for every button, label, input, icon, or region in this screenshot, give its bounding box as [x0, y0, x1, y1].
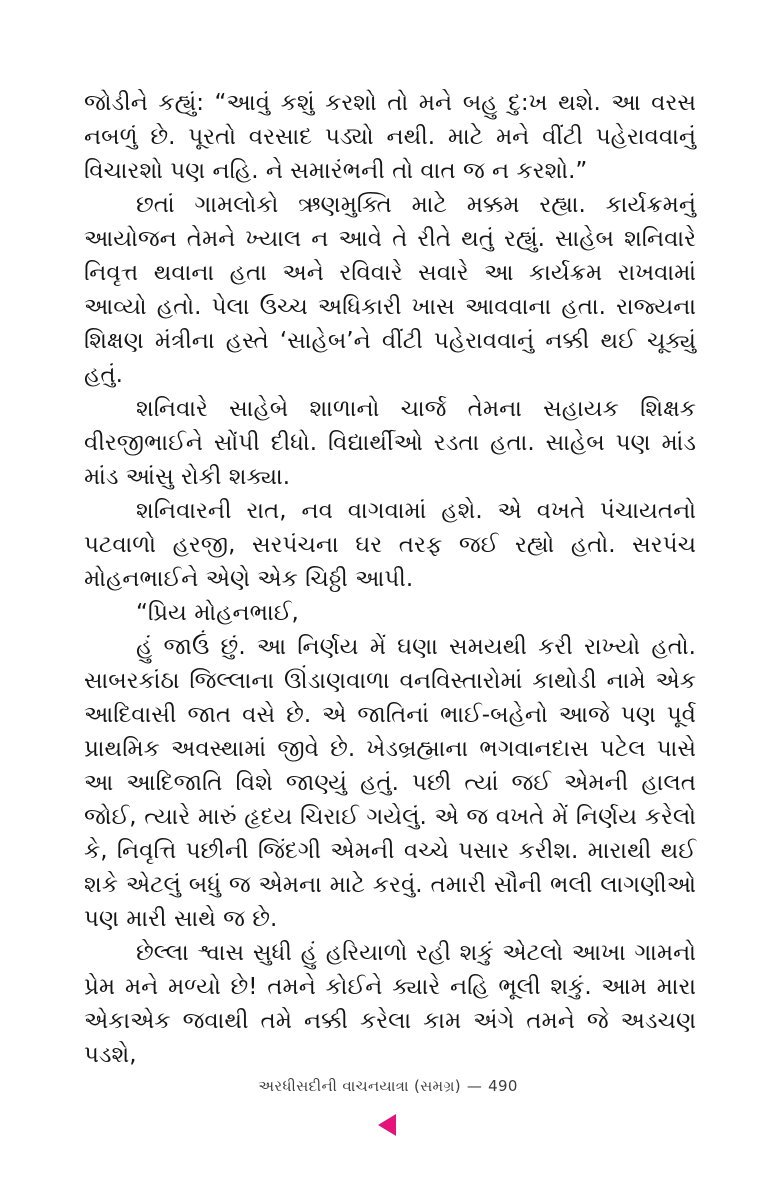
footer-separator: —: [466, 1077, 483, 1095]
letter-paragraph: હું જાઉં છું. આ નિર્ણય મેં ઘણા સમયથી કરી રાખ્યો હતો. સાબરકાંઠા જિલ્લાના ઊંડાણવાળા વનવિસ્તારોમાં કાથોડી નામે એક આદિવાસી જાત વસે છે. એ જાતિનાં ભાઈ-બહેનો આજે પણ પૂર્વ પ્રાથમિક અવસ્થામાં જીવે છે. ખેડબ્રહ્માના ભગવાનદાસ પટેલ પાસે આ આદિજાતિ વિશે જાણ્યું હતું. પછી ત્યાં જઈ એમની હાલત જોઈ, ત્યારે મારું હૃદય ચિરાઈ ગયેલું. એ જ વખતે મેં નિર્ણય કરેલો કે, નિવૃત્તિ પછીની જિંદગી એમની વચ્ચે પસાર કરીશ. મારાથી થઈ શકે એટલું બધું જ એમના માટે કરવું. તમારી સૌની ભલી લાગણીઓ પણ મારી સાથે જ છે.: [84, 634, 696, 932]
letter-paragraph: છેલ્લા શ્વાસ સુધી હું હરિયાળો રહી શકું એટલો આખા ગામનો પ્રેમ મને મળ્યો છે! તમને કોઈને ક્યારે નહિ ભૂલી શકું. આમ મારા એકાએક જવાથી તમે નક્કી કરેલા કામ અંગે તમને જે અડચણ પડશે,: [84, 940, 696, 1068]
paragraph: છતાં ગામલોકો ઋણમુક્તિ માટે મક્કમ રહ્યા. કાર્યક્રમનું આયોજન તેમને ખ્યાલ ન આવે તે રીતે થતું રહ્યું. સાહેબ શનિવારે નિવૃત્ત થવાના હતા અને રવિવારે સવારે આ કાર્યક્રમ રાખવામાં આવ્યો હતો. પેલા ઉચ્ચ અધિકારી ખાસ આવવાના હતા. રાજ્યના શિક્ષણ મંત્રીના હસ્તે ‘સાહેબ’ને વીંટી પહેરાવવાનું નક્કી થઈ ચૂક્યું હતું.: [84, 192, 696, 388]
paragraph: જોડીને કહ્યું: “આવું કશું કરશો તો મને બહુ દુ:ખ થશે. આ વરસ નબળું છે. પૂરતો વરસાદ પડ્યો નથી. માટે મને વીંટી પહેરાવવાનું વિચારશો પણ નહિ. ને સમારંભની તો વાત જ ન કરશો.”: [84, 90, 696, 184]
body-text: [84, 86, 696, 1072]
book-title: અરધીસદીની વાચનયાત્રા (સમગ્ર): [258, 1077, 461, 1095]
left-triangle-icon: [378, 1114, 396, 1136]
paragraph: શનિવારની રાત, નવ વાગવામાં હશે. એ વખતે પંચાયતનો પટવાળો હરજી, સરપંચના ઘર તરફ જઈ રહ્યો હતો. સરપંચ મોહનભાઈને એણે એક ચિઠ્ઠી આપી.: [84, 498, 696, 592]
letter-salutation: “પ્રિય મોહનભાઈ,: [136, 600, 299, 626]
page-number: 490: [488, 1077, 518, 1095]
page-footer: [0, 1076, 776, 1096]
paragraph: શનિવારે સાહેબે શાળાનો ચાર્જ તેમના સહાયક શિક્ષક વીરજીભાઈને સોંપી દીધો. વિદ્યાર્થીઓ રડતા હતા. સાહેબ પણ માંડ માંડ આંસુ રોકી શક્યા.: [84, 396, 696, 490]
